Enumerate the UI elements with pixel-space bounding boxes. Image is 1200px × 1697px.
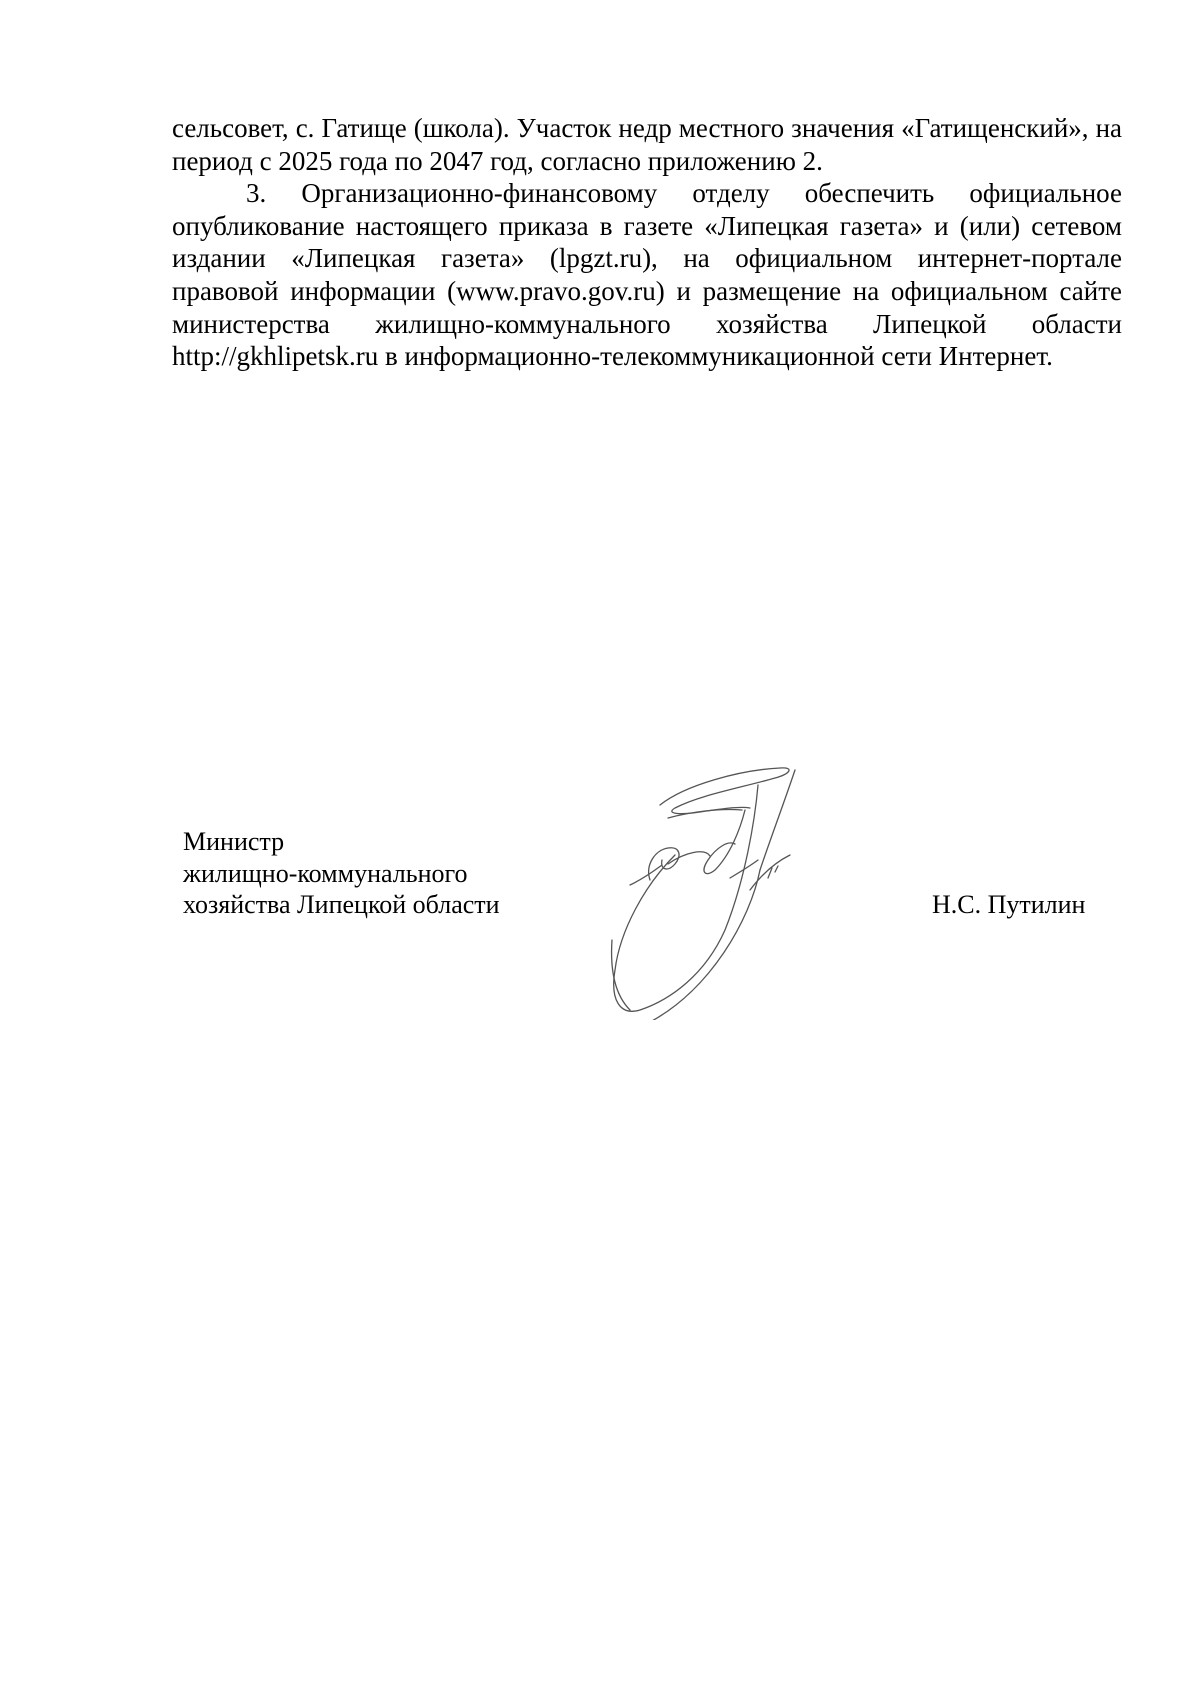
document-body xyxy=(172,112,1122,373)
position-line-3: хозяйства Липецкой области xyxy=(183,890,500,919)
position-line-2: жилищно-коммунального xyxy=(183,858,468,888)
signer-name: Н.С. Путилин xyxy=(932,890,1086,919)
signer-position xyxy=(183,826,500,921)
handwritten-signature xyxy=(590,760,890,1020)
paragraph-continuation: сельсовет, с. Гатище (школа). Участок недр местного значения «Гатищенский», на период с 2025 года по 2047 год, согласно приложению 2. xyxy=(172,113,1122,176)
paragraph-item-3: 3. Организационно-финансовому отделу обеспечить официальное опубликование настоящего приказа в газете «Липецкая газета» и (или) сетевом издании «Липецкая газета» (lpgzt.ru), на официальном интернет-портале правовой информации (www.pravo.gov.ru) и размещение на официальном сайте министерства жилищно-коммунального хозяйства Липецкой области http://gkhlipetsk.ru в информационно-телекоммуникационной сети Интернет. xyxy=(172,178,1122,372)
position-line-1: Министр xyxy=(183,827,285,856)
